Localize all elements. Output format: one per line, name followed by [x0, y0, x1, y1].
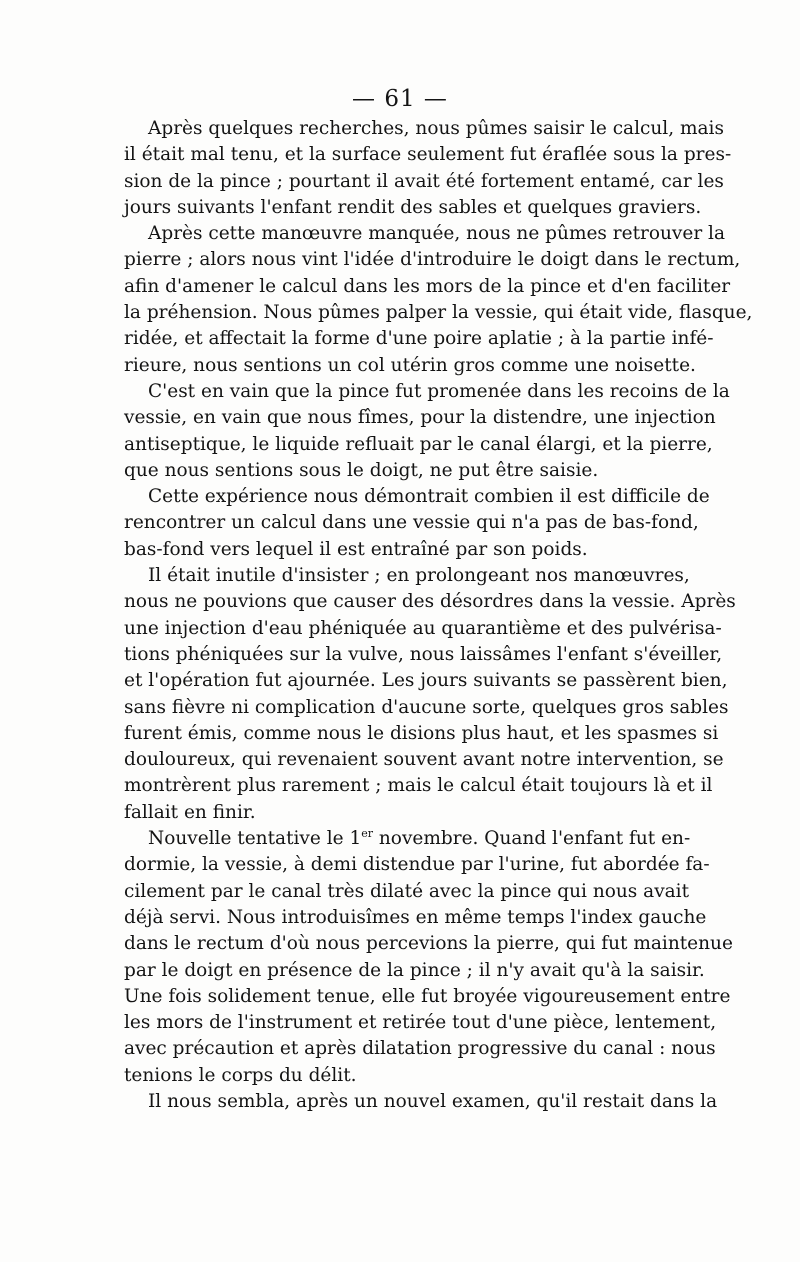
paragraph: [124, 379, 730, 484]
text-line: sion de la pince ; pourtant il avait été fortement entamé, car les: [124, 170, 724, 192]
paragraph: [124, 826, 733, 1089]
text-line: Cette expérience nous démontrait combien il est difficile de: [148, 486, 710, 508]
text-line: sans fièvre ni complication d'aucune sorte, quelques gros sables: [124, 696, 729, 718]
text-line: pierre ; alors nous vint l'idée d'introduire le doigt dans le rectum,: [124, 249, 741, 271]
text-line: Il était inutile d'insister ; en prolongeant nos manœuvres,: [148, 565, 690, 587]
text-line: vessie, en vain que nous fîmes, pour la distendre, une injection: [124, 407, 716, 429]
text-line: afin d'amener le calcul dans les mors de la pince et d'en faciliter: [124, 275, 731, 297]
text-line: Il nous sembla, après un nouvel examen, qu'il restait dans la: [148, 1090, 718, 1112]
paragraph: [124, 1089, 718, 1115]
text-line: il était mal tenu, et la surface seulement fut éraflée sous la pres-: [124, 144, 732, 166]
ordinal-superscript: er: [361, 826, 374, 840]
text-line: nous ne pouvions que causer des désordres dans la vessie. Après: [124, 591, 736, 613]
text-line: dans le rectum d'où nous percevions la pierre, qui fut maintenue: [124, 933, 733, 955]
text-fragment: Nouvelle tentative le: [148, 828, 350, 850]
text-line: bas-fond vers lequel il est entraîné par son poids.: [124, 538, 588, 560]
paragraph: [124, 116, 732, 221]
paragraph: [124, 221, 753, 379]
text-fragment: novembre. Quand l'enfant fut en-: [373, 828, 691, 850]
text-line: et l'opération fut ajournée. Les jours suivants se passèrent bien,: [124, 670, 728, 692]
text-line: que nous sentions sous le doigt, ne put être saisie.: [124, 459, 599, 481]
text-line: rencontrer un calcul dans une vessie qui n'a pas de bas-fond,: [124, 512, 699, 534]
text-line: les mors de l'instrument et retirée tout d'une pièce, lentement,: [124, 1012, 717, 1034]
text-line: la préhension. Nous pûmes palper la vessie, qui était vide, flasque,: [124, 302, 753, 324]
text-line: rieure, nous sentions un col utérin gros comme une noisette.: [124, 354, 696, 376]
text-line: par le doigt en présence de la pince ; il n'y avait qu'à la saisir.: [124, 959, 705, 981]
text-line: montrèrent plus rarement ; mais le calcul était toujours là et il: [124, 775, 713, 797]
text-line: Après quelques recherches, nous pûmes saisir le calcul, mais: [148, 118, 724, 139]
body-text: [124, 116, 753, 1115]
text-line: jours suivants l'enfant rendit des sables et quelques graviers.: [124, 196, 702, 218]
text-line: furent émis, comme nous le disions plus haut, et les spasmes si: [124, 722, 719, 744]
text-line: fallait en finir.: [124, 801, 256, 823]
text-line: déjà servi. Nous introduisîmes en même temps l'index gauche: [124, 906, 707, 928]
text-line: tenions le corps du délit.: [124, 1064, 357, 1086]
ordinal-number: 1: [349, 828, 362, 850]
text-line: Après cette manœuvre manquée, nous ne pûmes retrouver la: [148, 223, 725, 245]
text-line: C'est en vain que la pince fut promenée dans les recoins de la: [148, 380, 730, 402]
text-line: Une fois solidement tenue, elle fut broyée vigoureusement entre: [124, 985, 731, 1007]
paragraph: [124, 484, 710, 563]
text-line: avec précaution et après dilatation progressive du canal : nous: [124, 1038, 716, 1060]
text-line: douloureux, qui revenaient souvent avant notre intervention, se: [124, 749, 724, 771]
page-number: — 61 —: [352, 86, 448, 112]
text-line: antiseptique, le liquide refluait par le canal élargi, et la pierre,: [124, 433, 713, 455]
text-line: tions phéniquées sur la vulve, nous laissâmes l'enfant s'éveiller,: [124, 643, 723, 665]
text-line: [124, 826, 691, 852]
text-line: dormie, la vessie, à demi distendue par l'urine, fut abordée fa-: [124, 854, 710, 876]
text-line: une injection d'eau phéniquée au quarantième et des pulvérisa-: [124, 617, 722, 639]
text-line: ridée, et affectait la forme d'une poire aplatie ; à la partie infé-: [124, 328, 714, 350]
text-line: cilement par le canal très dilaté avec la pince qui nous avait: [124, 880, 690, 902]
paragraph: [124, 563, 736, 826]
